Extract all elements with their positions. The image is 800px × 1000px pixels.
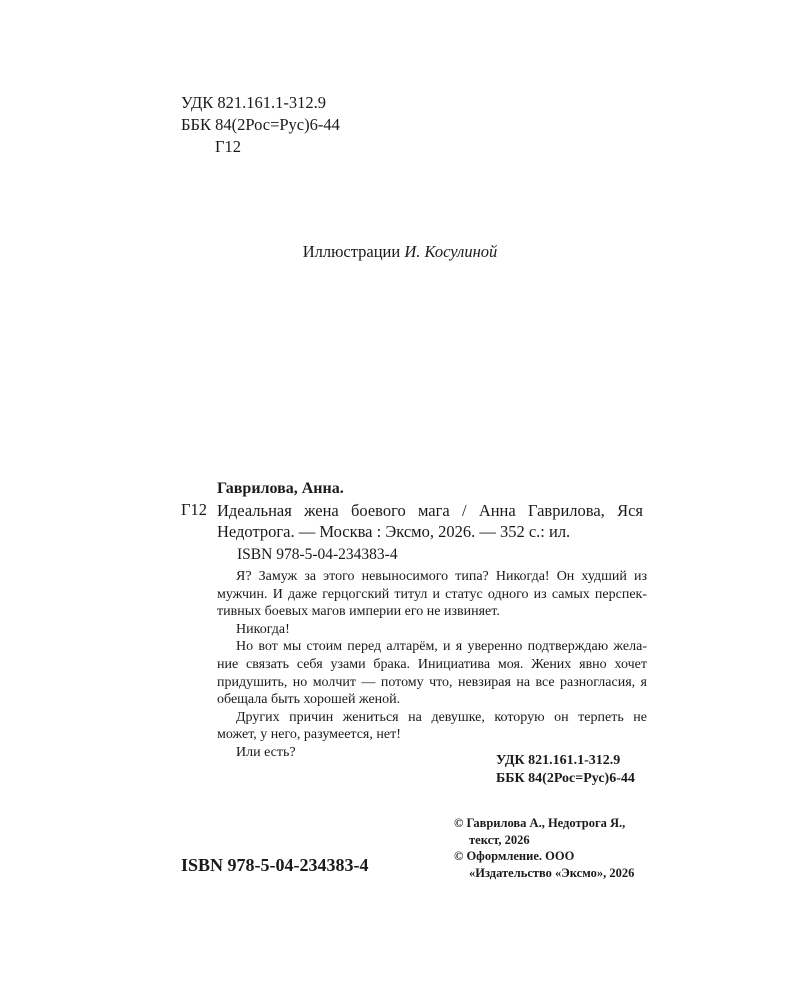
annotation-line: Но вот мы стоим перед алтарём, и я уверенно подтверждаю жела- (236, 639, 647, 655)
copyright-line: «Издательство «Эксмо», 2026 (469, 865, 635, 880)
annotation-line: Или есть? (236, 744, 296, 760)
right-classification-codes (496, 752, 635, 788)
copyright-line: © Оформление. ООО (454, 849, 575, 863)
bbk-code: ББК 84(2Рос=Рус)6-44 (181, 115, 340, 134)
catalog-author: Гаврилова, Анна. (217, 480, 344, 497)
copyright-line: © Гаврилова А., Недотрога Я., (454, 816, 626, 830)
annotation-line: обещала быть хорошей женой. (217, 692, 401, 708)
annotation-line: тивных боевых магов империи его не извиняет. (217, 604, 500, 620)
bbk-code-right: ББК 84(2Рос=Рус)6-44 (496, 771, 635, 786)
udk-code-right: УДК 821.161.1-312.9 (496, 753, 621, 768)
author-sign: Г12 (215, 137, 242, 156)
bottom-isbn: ISBN 978-5-04-234383-4 (181, 855, 369, 875)
udk-code: УДК 821.161.1-312.9 (181, 93, 327, 112)
illustrations-credit (0, 242, 800, 262)
annotation-line: Других причин жениться на девушке, которую он терпеть не (236, 709, 647, 725)
illustrations-label: Иллюстрации (302, 242, 401, 261)
annotation-line: Я? Замуж за этого невыносимого типа? Никогда! Он худший из (236, 569, 647, 584)
copyright-notice (454, 815, 634, 881)
annotation-line: придушить, но молчит — потому что, невзирая на все разногласия, я (217, 674, 647, 690)
annotation (217, 568, 647, 762)
catalog-title-block (217, 500, 643, 542)
annotation-line: ние связать себя узами брака. Инициатива моя. Жених явно хочет (217, 656, 647, 672)
annotation-line: мужчин. И даже герцогский титул и статус одного из самых перспек- (217, 586, 647, 602)
annotation-line: Никогда! (236, 621, 290, 637)
catalog-author-sign: Г12 (181, 500, 208, 519)
top-classification-codes (181, 92, 340, 158)
catalog-isbn: ISBN 978-5-04-234383-4 (237, 546, 398, 563)
catalog-title-line: Недотрога. — Москва : Эксмо, 2026. — 352 с.: ил. (217, 522, 571, 541)
copyright-line: текст, 2026 (469, 832, 530, 847)
illustrator-name: И. Косулиной (404, 242, 498, 261)
catalog-title-line: Идеальная жена боевого мага / Анна Гаврилова, Яся (217, 501, 643, 520)
annotation-line: может, у него, разумеется, нет! (217, 727, 401, 743)
